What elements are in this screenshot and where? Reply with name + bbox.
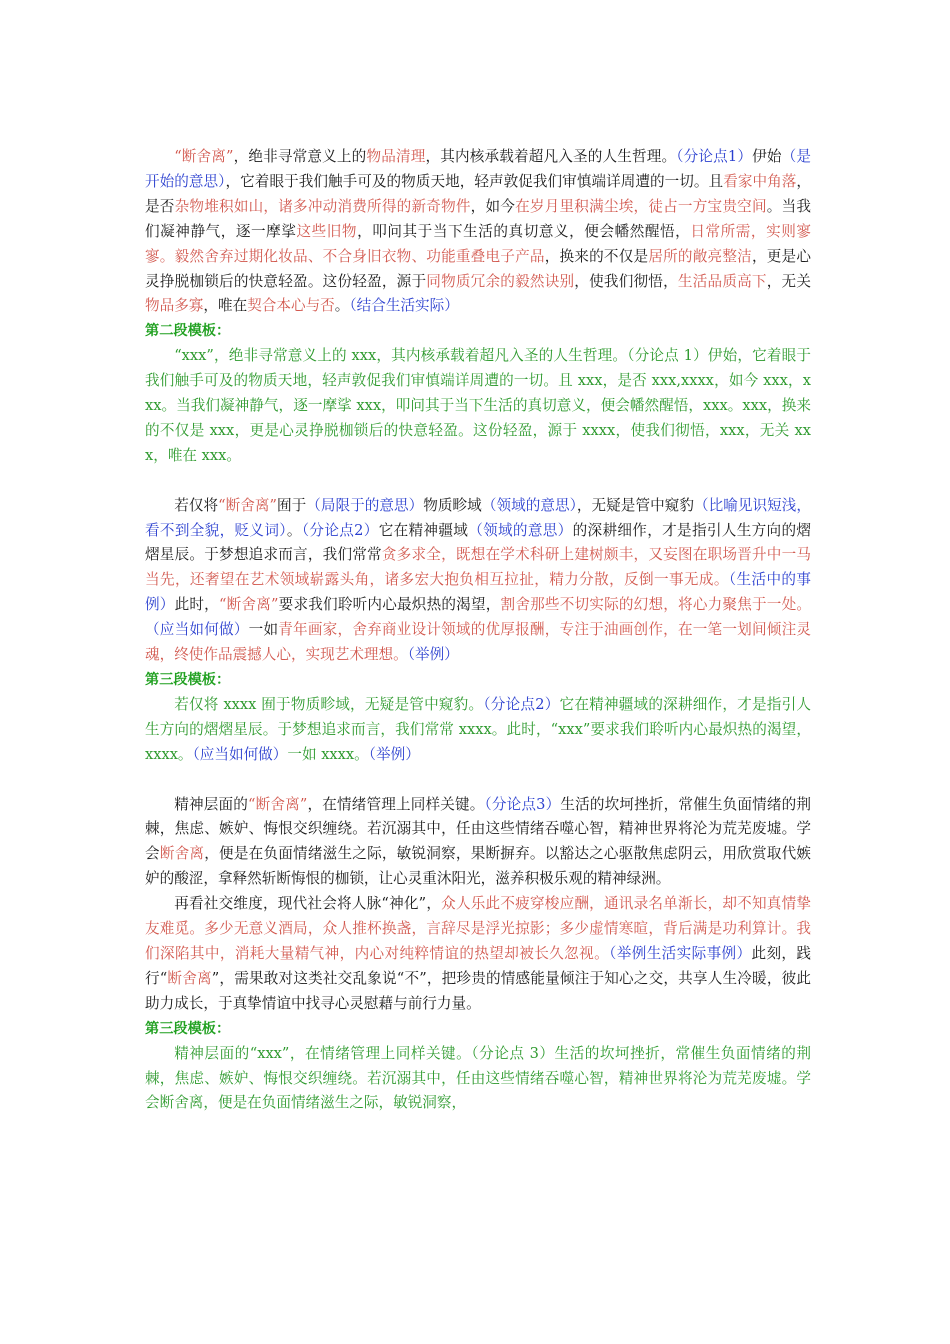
paragraph1-run: ，唯在 <box>203 297 248 315</box>
paragraph1-run: ，使我们彻悟， <box>574 272 678 290</box>
heading-template-2: 第二段模板： <box>145 323 231 340</box>
spacer <box>145 469 811 494</box>
paragraph3-run: “断舍离” <box>218 596 279 614</box>
heading-template-4: 第三段模板： <box>145 1020 231 1037</box>
paragraph3-run: 若仅将 <box>174 496 219 514</box>
paragraph6-run: 断舍离 <box>167 969 212 987</box>
paragraph3-run: （领域的意思） <box>481 496 577 514</box>
paragraph5-run: 断舍离 <box>159 845 205 863</box>
template3-run: （应当如何做） <box>192 745 288 763</box>
paragraph3-run: 青年画家，舍弃商业设计领域的优厚报酬，专注于油画创作，在一笔一划间倾注灵魂，终使作品震撼人心，实现艺术理想。 <box>145 621 811 664</box>
paragraph5-run: ，便是在负面情绪滋生之际，敏锐洞察，果断摒弃。以豁达之心驱散焦虑阴云，用欣赏取代嫉妒的酸涩，拿释然斩断悔恨的枷锁，让心灵重沐阳光，滋养积极乐观的精神绿洲。 <box>145 845 811 888</box>
paragraph-1 <box>145 145 811 319</box>
paragraph1-run: 。 <box>334 297 350 315</box>
paragraph3-run: ，无疑是管中窥豹 <box>576 496 694 514</box>
paragraph1-run: ，更是心灵挣脱枷锁后的快意轻盈。这份轻盈，源于 <box>145 247 811 290</box>
paragraph3-run: 要求我们聆听内心最炽热的渴望， <box>278 596 501 614</box>
paragraph3-run: （分论点2） <box>301 521 379 539</box>
paragraph5-run: 精神层面的 <box>174 795 248 813</box>
paragraph3-run: 物质畛域 <box>423 496 482 514</box>
paragraph1-run: 同物质冗余的毅然诀别 <box>426 272 575 290</box>
paragraph1-run: 居所的敞亮整洁 <box>648 247 752 265</box>
paragraph1-run: ，其内核承载着超凡入圣的人生哲理。 <box>425 148 677 165</box>
template3-run: （举例） <box>368 745 420 763</box>
paragraph6-run: ”，需果敢对这类社交乱象说“不”，把珍贵的情感能量倾注于知心之交，共享人生冷暖，彼此助力成长，于真挚情谊中找寻心灵慰藉与前行力量。 <box>145 969 811 1012</box>
paragraph3-run: 一如 <box>248 621 279 639</box>
paragraph1-run: ，无关 <box>766 272 811 290</box>
template3-run: 一如 xxxx。 <box>287 745 369 763</box>
paragraph1-run: 日常所需，实则寥寥。毅然舍弃过期化妆品、不合身旧衣物、功能重叠电子产品 <box>145 222 811 265</box>
paragraph3-run: 割舍那些不切实际的幻想，将心力聚焦于一处。 <box>500 596 811 614</box>
paragraph3-run: 贪多求全，既想在学术科研上建树颇丰，又妄图在职场晋升中一马当先，还奢望在艺术领域崭露头角，诸多宏大抱负相互拉扯，精力分散，反倒一事无成。 <box>145 546 811 589</box>
paragraph3-run: （生活中的事例） <box>145 571 811 614</box>
paragraph3-run: 。 <box>286 521 302 539</box>
paragraph1-run: 。当我们凝神静气，逐一摩挲 <box>145 197 811 240</box>
paragraph6-run: （举例生活实际事例） <box>609 944 752 962</box>
paragraph3-run: （局限于的意思） <box>306 496 424 514</box>
paragraph1-run: 物品清理 <box>366 148 426 165</box>
paragraph1-run: 契合本心与否 <box>247 297 335 315</box>
paragraph6-run: 众人乐此不疲穿梭应酬，通讯录名单渐长，却不知真情挚友难觅。多少无意义酒局，众人推杯换盏，言辞尽是浮光掠影；多少虚情寒暄，背后满是功利算计。我们深陷其中，消耗大量精气神，内心对纯粹情谊的热望却被长久忽视。 <box>145 895 811 962</box>
paragraph1-run: （分论点1） <box>676 148 753 165</box>
paragraph3-run: （应当如何做） <box>145 621 249 639</box>
paragraph1-run: ，绝非寻常意义上的 <box>233 148 367 165</box>
paragraph3-run: （领域的意思） <box>468 521 573 539</box>
paragraph1-run: 在岁月里积满尘埃，徒占一方宝贵空间 <box>515 197 767 215</box>
paragraph6-run: 再看社交维度，现代社会将人脉“神化”， <box>174 895 442 913</box>
template-paragraph-3 <box>145 693 811 768</box>
paragraph1-run: 这些旧物 <box>296 222 358 240</box>
paragraph5-run: （分论点3） <box>484 795 561 813</box>
template3-run: （分论点2） <box>483 695 560 713</box>
paragraph3-run: 此时， <box>174 596 219 614</box>
paragraph1-run: 物品多寡 <box>145 297 204 315</box>
paragraph1-run: ，如今 <box>470 197 516 215</box>
paragraph5-run: ，在情绪管理上同样关键。 <box>307 795 485 813</box>
heading-template-3: 第三段模板： <box>145 672 231 689</box>
paragraph3-run: （比喻见识短浅，看不到全貌，贬义词） <box>145 496 811 539</box>
template4-run: （分论点 3）生活的坎坷挫折，常催生负面情绪的荆棘，焦虑、嫉妒、悔恨交织缠绕。若沉溺其中，任由这些情绪吞噬心智，精神世界将沦为荒芜废墟。学会断舍离，便是在负面情绪滋生之际，敏锐洞察， <box>145 1044 811 1112</box>
paragraph3-run: “断舍离” <box>218 496 277 514</box>
paragraph1-run: ，它着眼于我们触手可及的物质天地，轻声敦促我们审慎端详周遭的一切。且 <box>225 172 724 190</box>
paragraph-6 <box>145 892 811 1017</box>
paragraph5-run: 生活的坎坷挫折，常催生负面情绪的荆棘，焦虑、嫉妒、悔恨交织缠绕。若沉溺其中，任由这些情绪吞噬心智，精神世界将沦为荒芜废墟。学会 <box>145 795 811 863</box>
paragraph1-run: “断舍离” <box>174 148 234 165</box>
paragraph1-run: ，叩问其于当下生活的真切意义，便会幡然醒悟， <box>357 222 691 240</box>
template4-run: 精神层面的“xxx”，在情绪管理上同样关键。 <box>174 1044 472 1062</box>
paragraph3-run: （举例） <box>407 646 459 664</box>
paragraph1-run: 杂物堆积如山，诸多冲动消费所得的新奇物件 <box>174 197 471 215</box>
template3-run: 它在精神疆域的深耕细作，才是指引人生方向的熠熠星辰。于梦想追求而言，我们常常 xxxx。此时，“xxx”要求我们聆听内心最炽热的渴望，xxxx。 <box>145 695 811 763</box>
paragraph1-run: 看家中角落 <box>723 172 797 190</box>
document-page <box>145 145 811 1116</box>
spacer <box>145 768 811 793</box>
paragraph-3 <box>145 494 811 668</box>
paragraph1-run: ，换来的不仅是 <box>544 247 649 265</box>
paragraph1-run: 伊始 <box>752 148 782 165</box>
template3-run: 若仅将 xxxx 囿于物质畛域，无疑是管中窥豹。 <box>174 695 484 713</box>
paragraph3-run: 它在精神疆域 <box>378 521 469 539</box>
paragraph6-run: 此刻，践行“ <box>145 944 811 987</box>
paragraph1-run: （结合生活实际） <box>349 297 459 315</box>
paragraph5-run: “断舍离” <box>247 795 308 813</box>
paragraph3-run: 囿于 <box>276 496 307 514</box>
paragraph1-run: （是开始的意思） <box>145 148 811 190</box>
paragraph3-run: 的深耕细作，才是指引人生方向的熠熠星辰。于梦想追求而言，我们常常 <box>145 521 811 564</box>
paragraph-5 <box>145 793 811 893</box>
template-paragraph-2: “xxx”，绝非寻常意义上的 xxx，其内核承载着超凡入圣的人生哲理。（分论点 1）伊始，它着眼于我们触手可及的物质天地，轻声敦促我们审慎端详周遭的一切。且 xxx，是否 xxx,xxxx，如今 xxx，xxx。当我们凝神静气，逐一摩挲 xxx，叩问其于当下生活的真切意义，便会幡然醒悟，xxx。xxx，换来的不仅是 xxx，更是心灵挣脱枷锁后的快意轻盈。这份轻盈，源于 xxxx，使我们彻悟，xxx，无关 xxx，唯在 xxx。 <box>145 347 811 464</box>
paragraph1-run: ，是否 <box>145 172 811 215</box>
template-paragraph-4 <box>145 1042 811 1117</box>
paragraph1-run: 生活品质高下 <box>677 272 767 290</box>
